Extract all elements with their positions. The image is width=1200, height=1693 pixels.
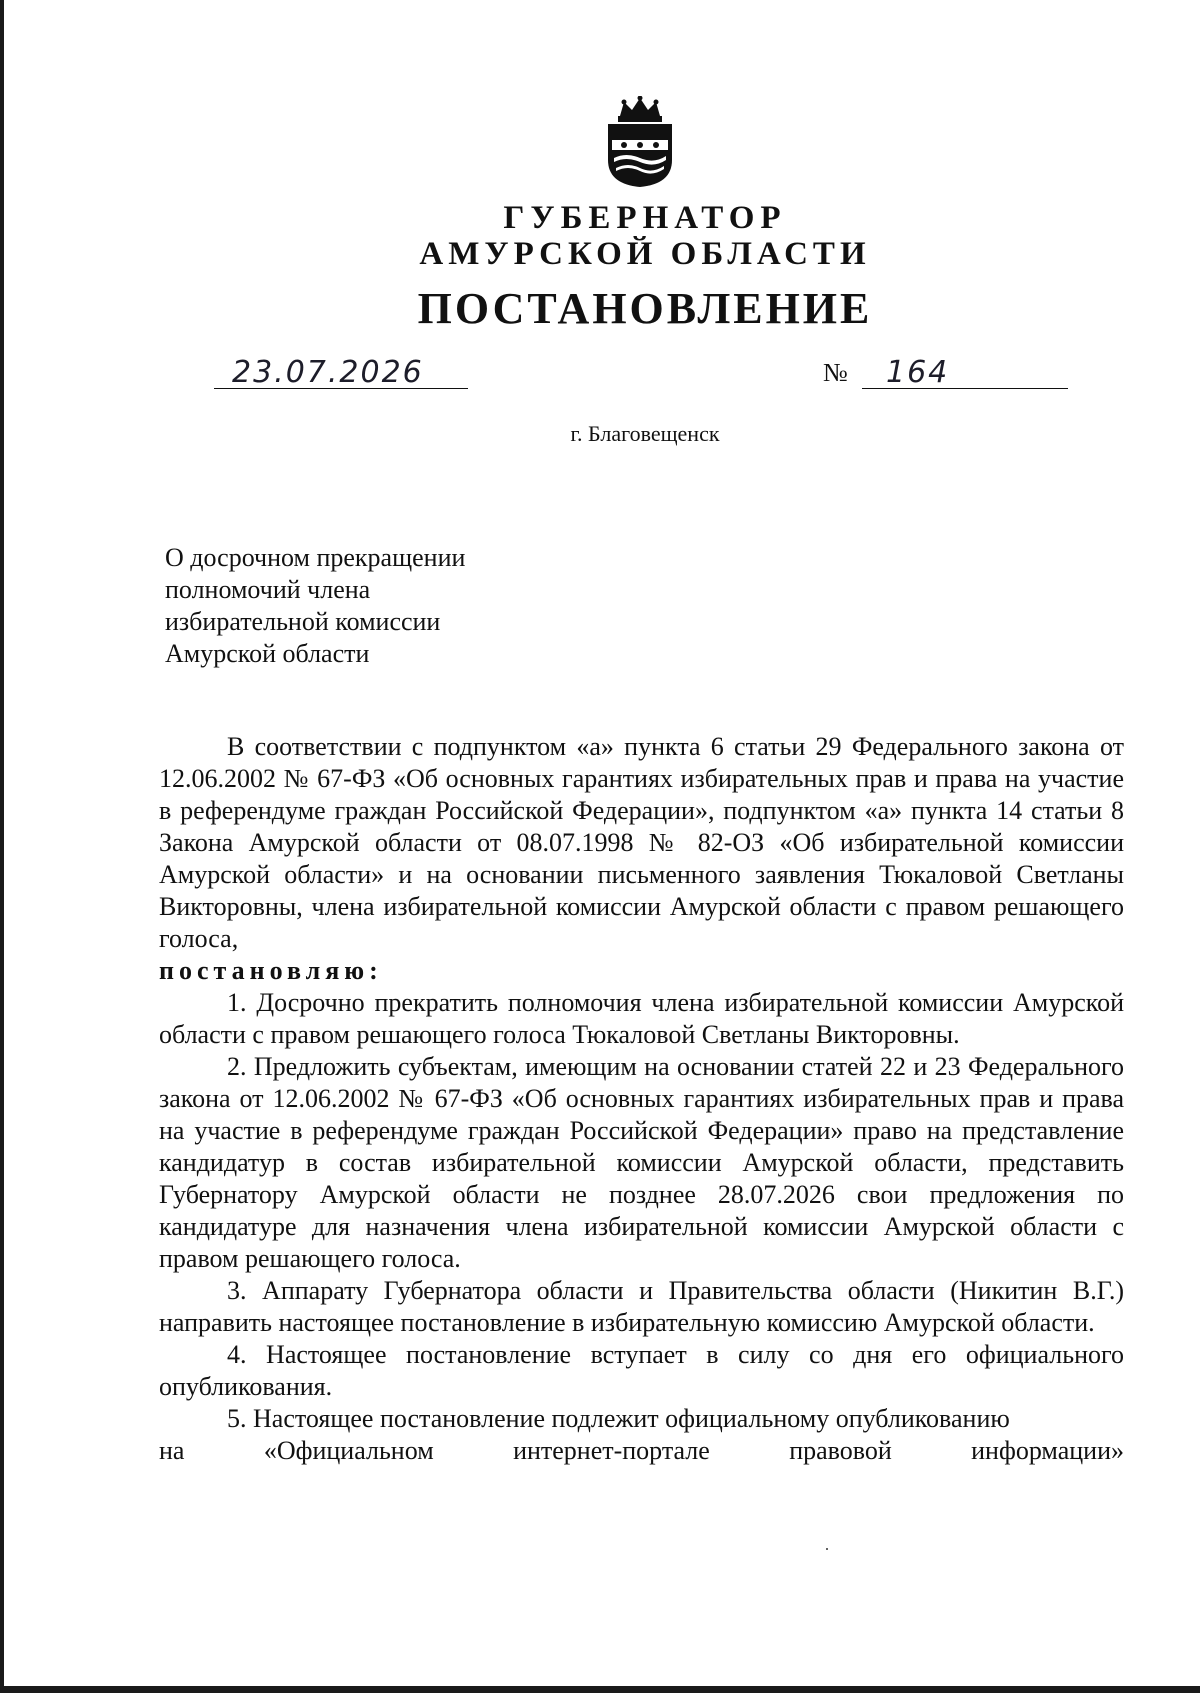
date-underline — [214, 388, 468, 389]
continued-word: информации» — [971, 1436, 1124, 1465]
preamble-paragraph: В соответствии с подпунктом «а» пункта 6 статьи 29 Федерального закона от 12.06.2002 № 67-ФЗ «Об основных гарантиях избирательных прав и права на участие в референдуме граждан Российской Федерации», подпунктом «а» пункта 14 статьи 8 Закона Амурской области от 08.07.1998 № 82-ОЗ «Об избирательной комиссии Амурской области» и на основании письменного заявления Тюкаловой Светланы Викторовны, члена избирательной комиссии Амурской области с правом решающего голоса, — [159, 732, 1124, 953]
issuer-title: ГУБЕРНАТОР — [503, 200, 787, 236]
continued-word: на — [159, 1436, 185, 1465]
scan-speck — [826, 1548, 828, 1550]
document-date: 23.07.2026 — [232, 355, 424, 390]
document-body — [159, 731, 1124, 1467]
subject-line: Амурской области — [165, 639, 370, 668]
subject-line: полномочий члена — [165, 575, 371, 604]
document-number: 164 — [886, 355, 950, 390]
document-subject — [165, 542, 465, 670]
continued-word: правовой — [789, 1436, 892, 1465]
decree-item: 5. Настоящее постановление подлежит официальному опубликованию — [227, 1404, 1010, 1433]
decree-item: 4. Настоящее постановление вступает в силу со дня его официального опубликования. — [159, 1340, 1124, 1401]
decree-item: 1. Досрочно прекратить полномочия члена избирательной комиссии Амурской области с правом решающего голоса Тюкаловой Светланы Викторовны. — [159, 988, 1124, 1049]
decree-word: постановляю: — [159, 956, 383, 985]
scan-edge-bottom — [0, 1686, 1200, 1693]
number-underline — [862, 388, 1068, 389]
document-type: ПОСТАНОВЛЕНИЕ — [417, 284, 873, 333]
amur-region-coat-of-arms-icon — [602, 96, 678, 188]
document-city: г. Благовещенск — [570, 421, 720, 446]
decree-item: 2. Предложить субъектам, имеющим на основании статей 22 и 23 Федерального закона от 12.06.2002 № 67-ФЗ «Об основных гарантиях избирательных прав и права на участие в референдуме граждан Российской Федерации» право на представление кандидатур в состав избирательной комиссии Амурской области, представить Губернатору Амурской области не позднее 28.07.2026 свои предложения по кандидатуре для назначения члена избирательной комиссии Амурской области с правом решающего голоса. — [159, 1052, 1124, 1273]
subject-line: избирательной комиссии — [165, 607, 441, 636]
continued-word: интернет-портале — [513, 1436, 710, 1465]
continued-line — [159, 1435, 1124, 1467]
continued-word: «Официальном — [263, 1436, 434, 1465]
subject-line: О досрочном прекращении — [165, 543, 466, 572]
number-sign: № — [823, 358, 848, 387]
issuer-region: АМУРСКОЙ ОБЛАСТИ — [419, 236, 871, 272]
decree-item: 3. Аппарату Губернатора области и Правительства области (Никитин В.Г.) направить настоящее постановление в избирательную комиссию Амурской области. — [159, 1276, 1124, 1337]
